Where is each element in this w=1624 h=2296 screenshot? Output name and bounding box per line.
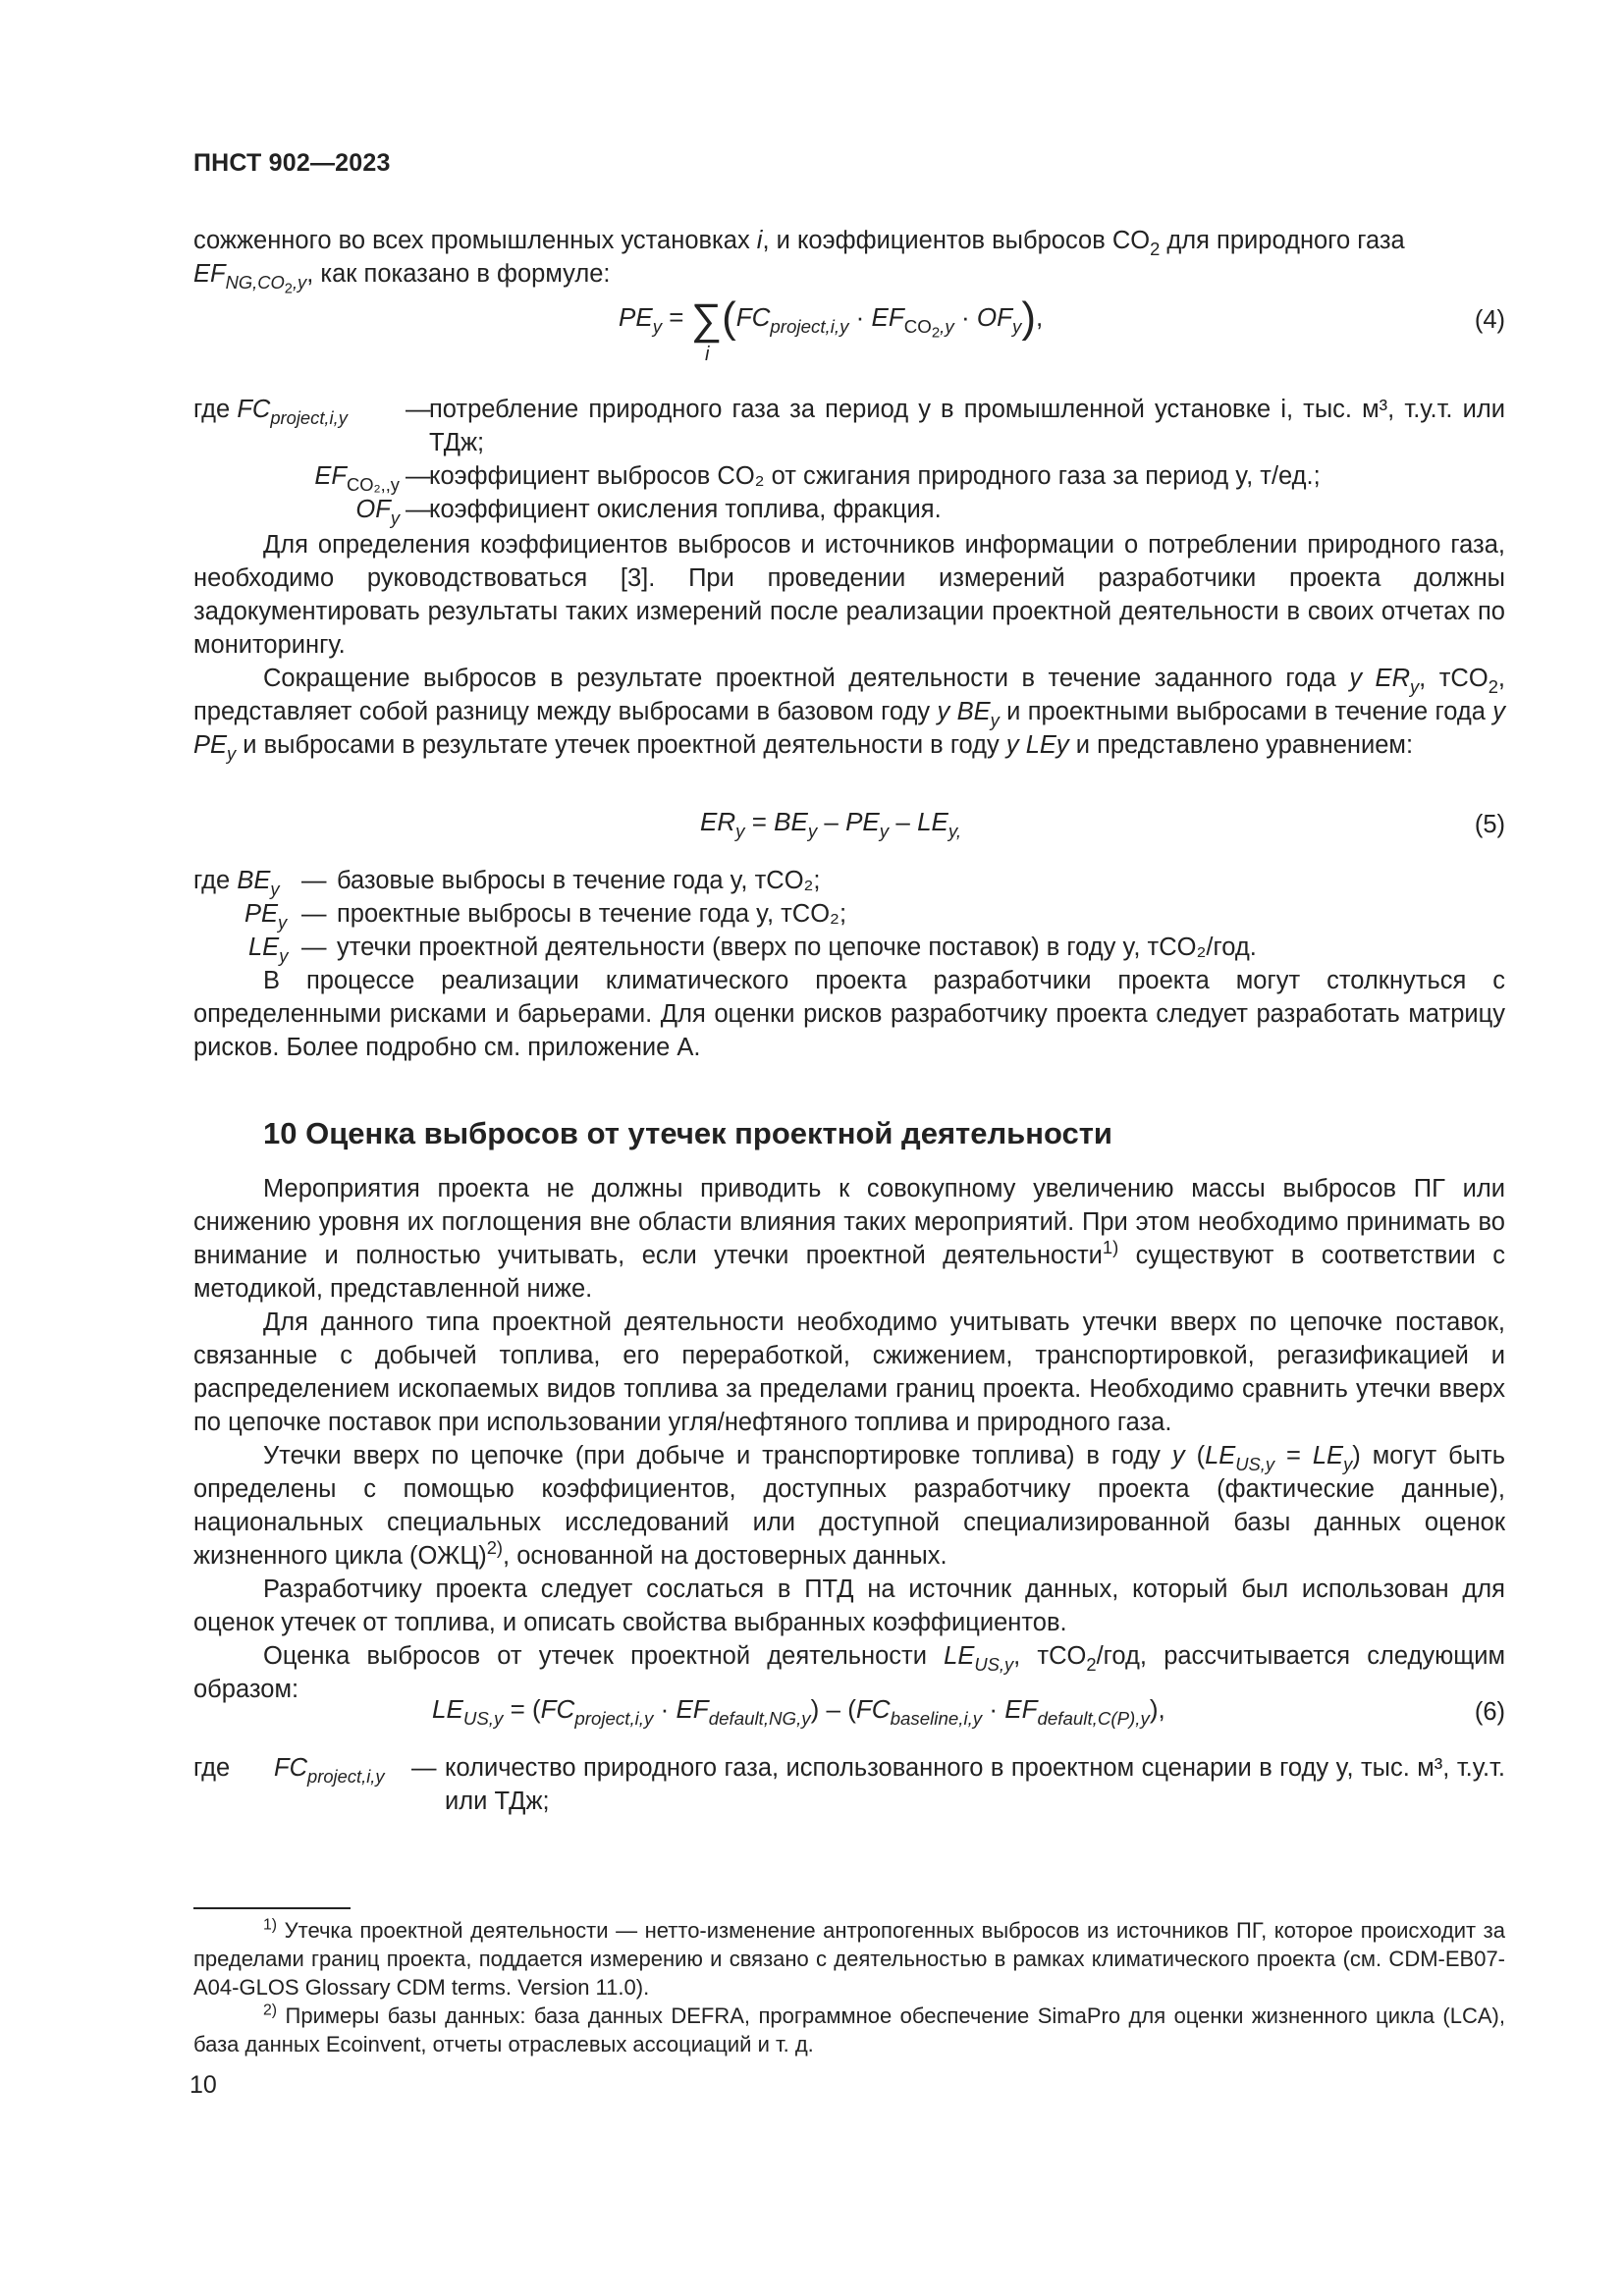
footnote-1: $^{1)}$ Утечка проектной деятельности — нетто-изменение антропогенных выбросов из источников ПГ, которое происходит за пределами границ проекта, поддается измерению и связано с деятельностью в рамках климатического проекта (см. CDM-EB07-A04-GLOS Glossary CDM terms. Version 11.0).: [193, 1916, 1505, 2000]
paragraph-8: [193, 1573, 1505, 1639]
definitions-eq4: [193, 393, 1505, 530]
definition-item: где $FC_{project,i,y}$ — потребление природного газа за период y в промышленной установке i, тыс. м³, т.у.т. или ТДж;: [193, 396, 1505, 456]
footnote-ref-2[interactable]: 2): [486, 1536, 504, 1558]
footnote-ref-1[interactable]: 1): [1102, 1236, 1119, 1257]
footnote-separator: [193, 1907, 351, 1909]
equation-number-6: (6): [1474, 1698, 1505, 1726]
paragraph-text: Сокращение выбросов в результате проектной деятельности в течение заданного года y $ER_y$, тCO$_2$, представляет собой разницу между выбросами в базовом году y $BE_y$ и проектными выбросами в течение года y $PE_y$ и выбросами в результате утечек проектной деятельности в году y LEy и представлено уравнением:: [193, 665, 1505, 764]
paragraph-5: [193, 1172, 1505, 1306]
equation-number-5: (5): [1474, 811, 1505, 838]
equation-4: $PE_y = \sum(FC_{project,i,y} \cdot EF_{CO_2,y} \cdot OF_y)$,: [619, 294, 1044, 344]
paragraph-text: Оценка выбросов от утечек проектной деятельности $LE_{US,y}$, тCO$_2$/год, рассчитывается следующим образом:: [193, 1642, 1505, 1703]
definition-item: $LE_y$ — утечки проектной деятельности (вверх по цепочке поставок) в году y, тCO₂/год.: [248, 934, 1257, 966]
paragraph-2: [193, 528, 1505, 662]
paragraph-3: [193, 662, 1505, 762]
definitions-eq5: [193, 864, 1505, 966]
definition-item: где $BE_y$ — базовые выбросы в течение года y, тCO₂;: [193, 867, 821, 899]
sum-symbol: ∑: [690, 295, 723, 344]
equation-5: $ER_y = BE_y - PE_y - LE_{y,}$: [700, 807, 962, 842]
paragraph-text: сожженного во всех промышленных установках i, и коэффициентов выбросов $CO_2$ для природного газа $EF_{NG,CO_2,y}$, как показано в формуле:: [193, 227, 1405, 297]
footnotes: [193, 1916, 1505, 2058]
sum-index: i: [705, 344, 710, 365]
definitions-eq6: [193, 1751, 1505, 1818]
page-number: 10: [189, 2071, 217, 2099]
paragraph-text: Разработчику проекта следует сослаться в ПТД на источник данных, который был использован для оценок утечек от топлива, и описать свойства выбранных коэффициентов.: [193, 1575, 1505, 1636]
definition-item: $PE_y$ — проектные выбросы в течение года y, тCO₂;: [244, 900, 847, 933]
paragraph-text: Для определения коэффициентов выбросов и источников информации о потреблении природного газа, необходимо руководствоваться [3]. При проведении измерений разработчики проекта должны задокументировать результаты таких измерений после реализации проектной деятельности в своих отчетах по мониторингу.: [193, 531, 1505, 659]
paragraph-continuation: [193, 224, 1505, 297]
equation-6: $LE_{US,y} = (FC_{project,i,y} \cdot EF_{default,NG,y}) - (FC_{baseline,i,y} \cdot EF_{default,C(P),y})$,: [432, 1694, 1165, 1730]
footnote-2: $^{2)}$ Примеры базы данных: база данных DEFRA, программное обеспечение SimaPro для оценки жизненного цикла (LCA), база данных Ecoinvent, отчеты отраслевых ассоциаций и т. д.: [193, 2002, 1505, 2056]
paragraph-7: [193, 1439, 1505, 1573]
paragraph-text: Для данного типа проектной деятельности необходимо учитывать утечки вверх по цепочке поставок, связанные с добычей топлива, его переработкой, сжижением, транспортировкой, регазификацией и распределением ископаемых видов топлива за пределами границ проекта. Необходимо сравнить утечки вверх по цепочке поставок при использовании угля/нефтяного топлива и природного газа.: [193, 1308, 1505, 1436]
definition-item: $EF_{CO_2,,y}$ — коэффициент выбросов CO₂ от сжигания природного газа за период y, т/ед.;: [314, 462, 1321, 495]
paragraph-text: В процессе реализации климатического проекта разработчики проекта могут столкнуться с определенными рисками и барьерами. Для оценки рисков разработчику проекта следует разработать матрицу рисков. Более подробно см. приложение А.: [193, 967, 1505, 1061]
paragraph-text: Мероприятия проекта не должны приводить к совокупному увеличению массы выбросов ПГ или снижению уровня их поглощения вне области влияния таких мероприятий. При этом необходимо принимать во внимание и полностью учитывать, если утечки проектной деятельности$^{1)}$ существуют в соответствии с методикой, представленной ниже.: [193, 1175, 1505, 1303]
definition-item: $OF_y$ — коэффициент окисления топлива, фракция.: [355, 496, 942, 528]
equation-number-4: (4): [1474, 306, 1505, 334]
document-header-id: ПНСТ 902—2023: [193, 149, 391, 177]
paragraph-text: Утечки вверх по цепочке (при добыче и транспортировке топлива) в году y $(LE_{US,y} = LE_y)$ могут быть определены с помощью коэффициентов, доступных разработчику проекта (фактические данные), национальных специальных исследований или доступной специализированной базы данных оценок жизненного цикла (ОЖЦ)$^{2)}$, основанной на достоверных данных.: [193, 1442, 1505, 1570]
paragraph-4: [193, 964, 1505, 1064]
paragraph-6: [193, 1306, 1505, 1439]
definition-item: где $FC_{project,i,y}$ — количество природного газа, использованного в проектном сценарии в году y, тыс. м³, т.у.т. или ТДж;: [193, 1754, 1505, 1815]
section-heading: 10 Оценка выбросов от утечек проектной деятельности: [263, 1116, 1112, 1150]
